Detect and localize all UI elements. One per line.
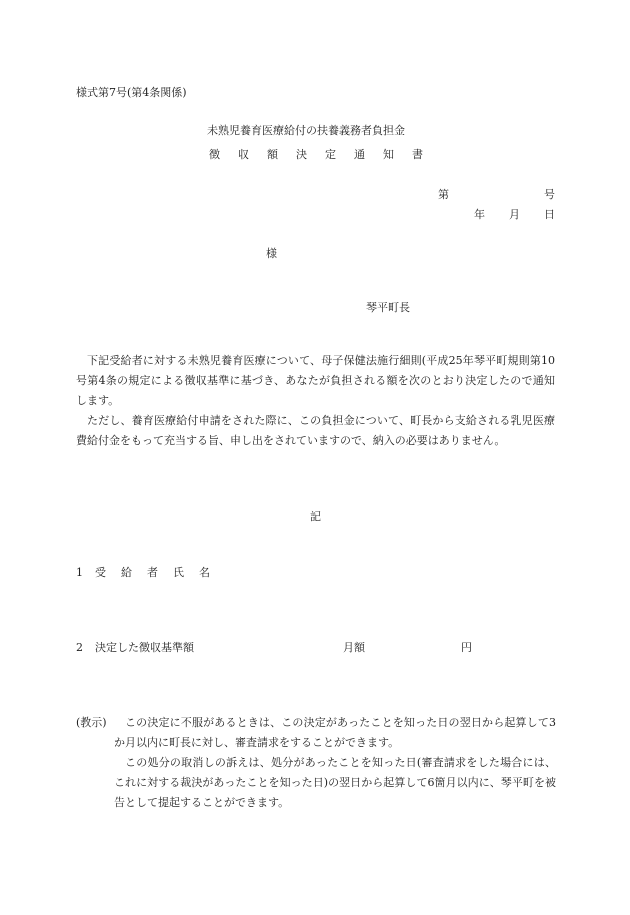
item-label: 決定した徴収基準額 (95, 641, 194, 654)
title-char: 通 (354, 148, 365, 161)
instruction-block (76, 713, 556, 813)
doc-number-suffix: 号 (544, 188, 555, 201)
title-line-1: 未熟児養育医療給付の扶養義務者負担金 (207, 124, 405, 137)
title-char: 書 (412, 148, 423, 161)
date-day: 日 (544, 208, 555, 221)
title-char: 収 (238, 148, 249, 161)
body-text (76, 351, 555, 451)
item-label-char: 氏 (173, 566, 184, 579)
item-label-char: 名 (199, 566, 210, 579)
doc-number-prefix: 第 (438, 188, 449, 201)
title-char: 定 (325, 148, 336, 161)
item-label-char: 給 (121, 566, 132, 579)
item-number: 2 (76, 641, 83, 654)
item-label-char: 者 (147, 566, 158, 579)
instruction-text-2: この処分の取消しの訴えは、処分があったことを知った日(審査請求をした場合には、これに対する裁決があったことを知った日)の翌日から起算して6箇月以内に、琴平町を被告として提起することができます。 (114, 756, 556, 809)
issuer-name: 琴平町長 (366, 301, 410, 314)
instruction-label: (教示) (76, 716, 107, 729)
title-char: 決 (296, 148, 307, 161)
date-month: 月 (509, 208, 520, 221)
item-label-char: 受 (95, 566, 106, 579)
ki-heading: 記 (310, 510, 321, 523)
body-paragraph-2: ただし、養育医療給付申請をされた際に、この負担金について、町長から支給される乳児医療費給付金をもって充当する旨、申し出をされていますので、納入の必要はありません。 (76, 414, 555, 447)
item-number: 1 (76, 566, 83, 579)
form-number: 様式第7号(第4条関係) (76, 86, 187, 99)
date-year: 年 (474, 208, 485, 221)
title-char: 知 (383, 148, 394, 161)
monthly-amount-label: 月額 (343, 641, 365, 654)
title-char: 徴 (209, 148, 220, 161)
instruction-text-1: この決定に不服があるときは、この決定があったことを知った日の翌日から起算して3か月以内に町長に対し、審査請求をすることができます。 (114, 716, 556, 749)
body-paragraph-1: 下記受給者に対する未熟児養育医療について、母子保健法施行細則(平成25年琴平町規則第10号第4条の規定による徴収基準に基づき、あなたが負担される額を次のとおり決定したので通知します。 (76, 354, 555, 407)
addressee-honorific: 様 (266, 247, 277, 260)
currency-unit: 円 (461, 641, 472, 654)
title-char: 額 (267, 148, 278, 161)
